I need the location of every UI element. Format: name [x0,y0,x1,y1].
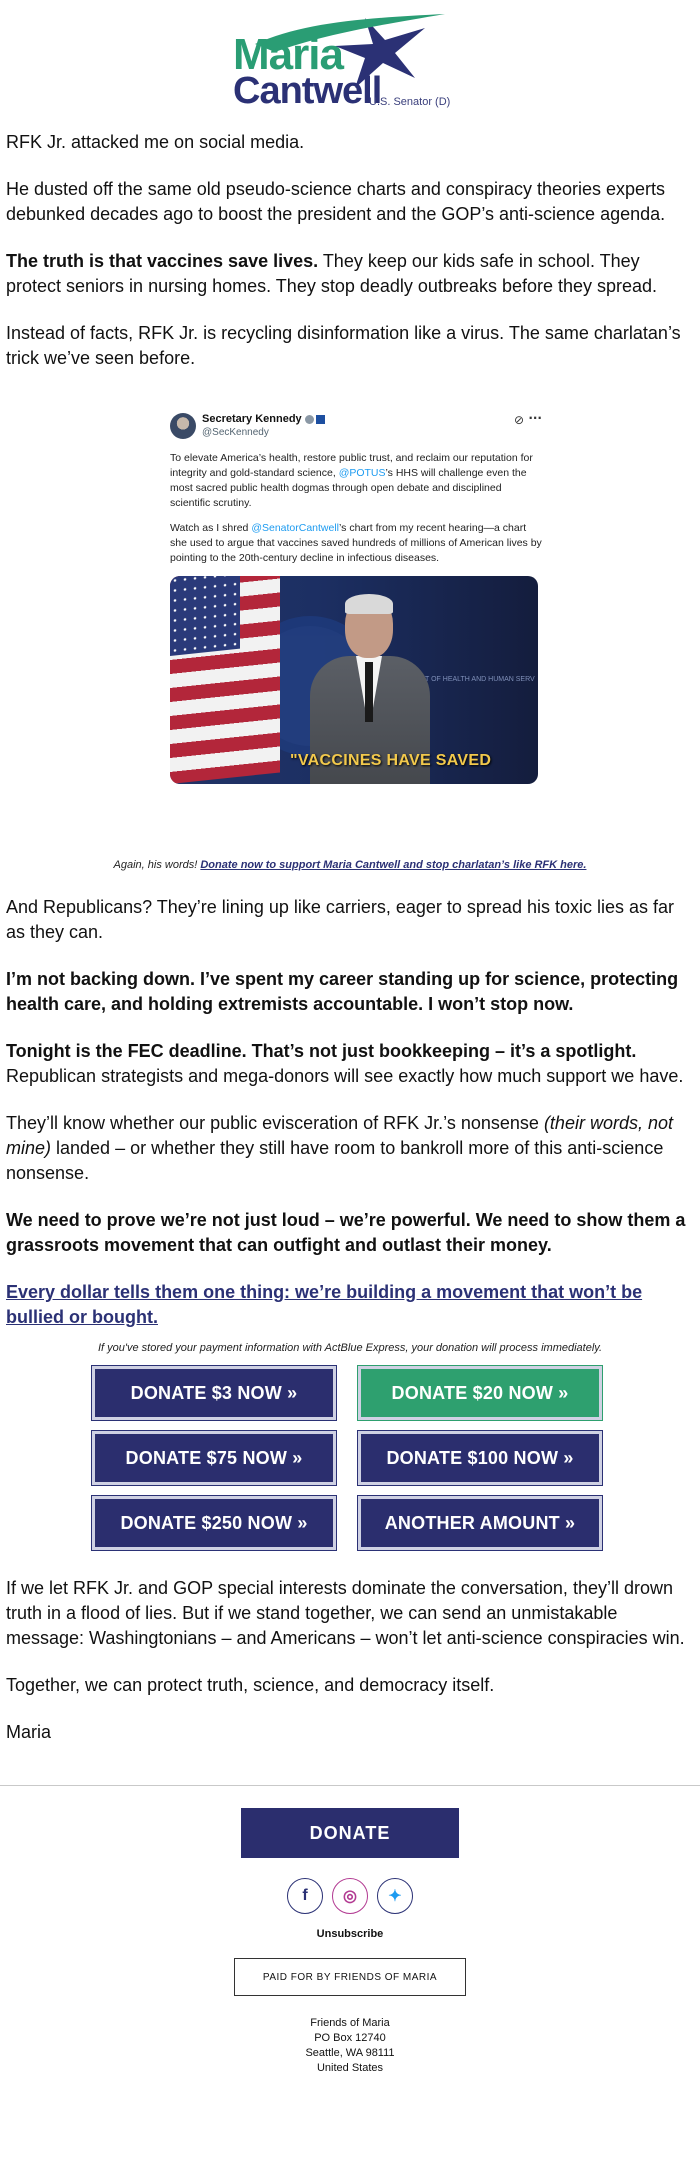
actblue-note: If you've stored your payment information with ActBlue Express, your donation will process immediately. [97,1342,603,1354]
footer-donate-button[interactable]: DONATE [241,1808,459,1858]
american-flag-image [170,576,280,784]
movement-link[interactable]: Every dollar tells them one thing: we’re building a movement that won’t be bullied or bought. [6,1282,643,1327]
body-paragraph-8: They’ll know whether our public evisceration of RFK Jr.’s nonsense (their words, not mine) landed – or whether they still have room to bankroll more of this anti-science nonsense. [6,1113,673,1183]
tweet-author-name: Secretary Kennedy [202,413,325,425]
logo-last-name: Cantwell [233,70,382,112]
donate-75-button[interactable]: DONATE $75 NOW » [92,1431,336,1485]
instagram-icon[interactable]: ◎ [332,1878,368,1914]
logo-title: U.S. Senator (D) [369,96,451,108]
intro-paragraph-4: Instead of facts, RFK Jr. is recycling disinformation like a virus. The same charlatan’s trick we’ve seen before. [6,323,681,368]
donate-3-button[interactable]: DONATE $3 NOW » [92,1366,336,1420]
video-caption: "VACCINES HAVE SAVED [290,752,492,769]
verified-badge-icon [305,415,314,424]
address-line-2: PO Box 12740 [314,2032,386,2044]
address-line-3: Seattle, WA 98111 [305,2047,395,2059]
intro-paragraph-2: He dusted off the same old pseudo-science charts and conspiracy theories experts debunked decades ago to boost the president and the GOP’s anti-science agenda. [6,179,666,224]
intro-paragraph-3 [6,249,694,299]
tweet-video-thumbnail [170,576,538,784]
potus-mention-link: @POTUS [338,467,386,479]
tweet-card[interactable] [166,411,546,784]
embedded-tweet-area [6,411,694,851]
facebook-icon[interactable]: f [287,1878,323,1914]
footer [0,1808,700,2076]
email-body [0,130,700,1745]
tweet-text-2: Watch as I shred @SenatorCantwell’s chart from my recent hearing—a chart she used to argue that vaccines saved hundreds of millions of American lives by pointing to the 20th-century decline in infectious diseases. [170,522,542,564]
senator-mention-link: @SenatorCantwell [251,522,340,534]
body-paragraph-5: And Republicans? They’re lining up like carriers, eager to spread his toxic lies as far as they can. [6,897,675,942]
address-line-4: United States [316,2062,384,2074]
social-links [0,1878,700,1914]
tweet-header [166,411,546,447]
mailing-address [0,2016,700,2076]
donate-100-button[interactable]: DONATE $100 NOW » [358,1431,602,1485]
tweet-text-1: To elevate America’s health, restore public trust, and reclaim our reputation for integrity and gold-standard science, @POTUS’s HHS will challenge even the most sacred public health dogmas through open debate and disciplined scientific scrutiny. [170,452,533,509]
grok-icon: ⊘ [513,413,524,427]
closing-paragraph-1: If we let RFK Jr. and GOP special interests dominate the conversation, they’ll drown truth in a flood of lies. But if we stand together, we can send an unmistakable message: Washingtonians – and Americans – won’t let anti-science conspiracies win. [6,1578,685,1648]
body-paragraph-9: We need to prove we’re not just loud – we’re powerful. We need to show them a grassroots movement that can outfight and outlast their money. [6,1210,686,1255]
unsubscribe-link[interactable]: Unsubscribe [316,1928,384,1940]
intro-paragraph-1: RFK Jr. attacked me on social media. [6,132,305,152]
avatar [170,413,196,439]
intro-paragraph-3-rest: They keep our kids safe in school. They protect seniors in nursing homes. They stop deadly outbreaks before they spread. [6,251,658,296]
address-line-1: Friends of Maria [310,2017,390,2029]
truth-statement: The truth is that vaccines save lives. [6,251,319,271]
footer-divider [0,1785,700,1786]
donate-250-button[interactable]: DONATE $250 NOW » [92,1496,336,1550]
another-amount-button[interactable]: ANOTHER AMOUNT » [358,1496,602,1550]
body-paragraph-6: I’m not backing down. I’ve spent my career standing up for science, protecting health care, and holding extremists accountable. I won’t stop now. [6,969,679,1014]
government-badge-icon [316,415,325,424]
body-paragraph-7: Tonight is the FEC deadline. That’s not just bookkeeping – it’s a spotlight. Republican strategists and mega-donors will see exactly how much support we have. [6,1041,684,1086]
donate-20-button[interactable]: DONATE $20 NOW » [358,1366,602,1420]
body-paragraph-10 [6,1280,694,1330]
video-background-text: T OF HEALTH AND HUMAN SERV [425,676,535,683]
logo-first-name: Maria [233,30,343,79]
closing-paragraph-2: Together, we can protect truth, science, and democracy itself. [6,1675,495,1695]
logo-area [0,0,700,130]
tweet-caption: Again, his words! Donate now to support Maria Cantwell and stop charlatan’s like RFK here. [113,859,587,871]
donate-inline-link[interactable]: Donate now to support Maria Cantwell and stop charlatan’s like RFK here. [200,859,587,871]
twitter-icon[interactable]: ✦ [377,1878,413,1914]
more-options-icon: ··· [528,411,542,425]
paid-for-box: PAID FOR BY FRIENDS OF MARIA [234,1958,466,1996]
signature: Maria [6,1722,52,1742]
donate-button-grid [6,1366,694,1576]
tweet-author-handle: @SecKennedy [202,427,269,438]
